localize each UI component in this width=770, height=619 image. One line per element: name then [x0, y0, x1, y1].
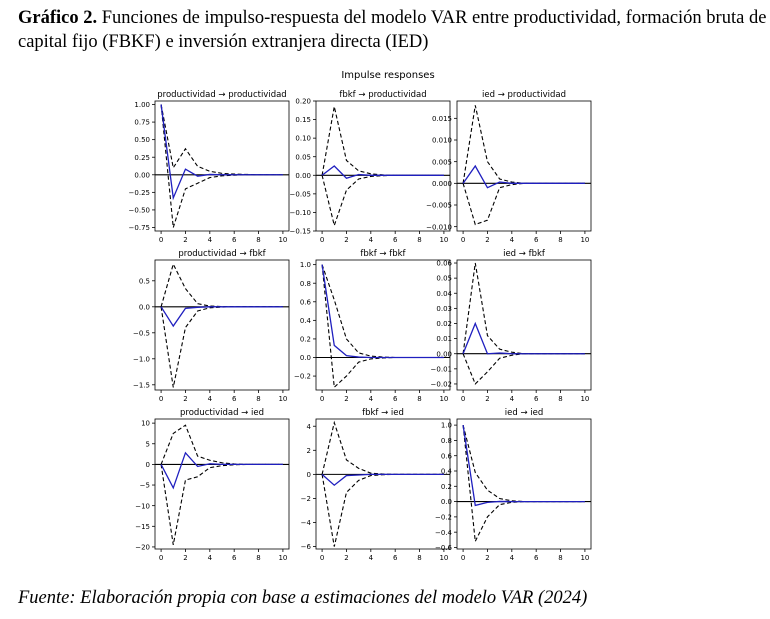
y-tick-label: 0.010 — [431, 136, 452, 145]
x-tick-label: 8 — [256, 395, 261, 403]
panel-frame — [316, 101, 450, 231]
lower-confidence-band — [161, 464, 283, 544]
panel-title: productividad → fbkf — [178, 249, 266, 259]
y-tick-label: −0.2 — [294, 372, 311, 381]
y-tick-label: −6 — [300, 543, 311, 552]
y-tick-label: 0.10 — [295, 134, 311, 143]
y-tick-label: 1.0 — [440, 421, 452, 430]
y-tick-label: 0.20 — [295, 97, 311, 106]
panel-frame — [457, 101, 591, 231]
panel-frame — [155, 101, 289, 231]
x-tick-label: 2 — [183, 236, 188, 244]
x-tick-label: 4 — [509, 236, 515, 244]
x-tick-label: 10 — [580, 236, 590, 244]
x-tick-label: 2 — [485, 395, 490, 403]
x-tick-label: 4 — [509, 554, 515, 562]
y-tick-label: −0.6 — [435, 544, 452, 553]
caption-text: Funciones de impulso-respuesta del modelo VAR entre productividad, formación bruta de capital fijo (FBKF) e inversión extranjera directa (IED) — [18, 8, 767, 52]
y-tick-label: 0.8 — [440, 437, 452, 446]
y-tick-label: 0 — [306, 470, 311, 479]
y-tick-label: −15 — [135, 522, 150, 531]
upper-confidence-band — [161, 425, 283, 464]
panel-frame — [155, 260, 289, 390]
x-tick-label: 8 — [558, 236, 563, 244]
x-tick-label: 2 — [183, 554, 188, 562]
x-tick-label: 6 — [231, 395, 237, 403]
x-tick-label: 8 — [417, 554, 422, 562]
x-tick-label: 2 — [183, 395, 188, 403]
x-tick-label: 6 — [231, 554, 237, 562]
panel-title: ied → fbkf — [503, 249, 545, 259]
panel-title: fbkf → productividad — [339, 90, 427, 100]
y-tick-label: 0.6 — [299, 298, 311, 307]
irf-panel — [133, 249, 289, 403]
panel-frame — [457, 260, 591, 390]
chart-title: Impulse responses — [341, 70, 435, 81]
y-tick-label: 0.005 — [431, 158, 452, 167]
y-tick-label: −4 — [300, 519, 311, 528]
y-tick-label: 0.6 — [440, 452, 452, 461]
x-tick-label: 8 — [256, 554, 261, 562]
irf-panel — [135, 408, 289, 562]
x-tick-label: 2 — [344, 395, 349, 403]
lower-confidence-band — [322, 265, 444, 388]
impulse-response-line — [322, 166, 444, 178]
y-tick-label: 0.8 — [299, 279, 311, 288]
y-tick-label: −20 — [135, 543, 150, 552]
impulse-response-line — [161, 453, 283, 488]
upper-confidence-band — [463, 425, 585, 501]
y-tick-label: 0.00 — [134, 171, 150, 180]
x-tick-label: 0 — [158, 236, 164, 244]
panel-title: productividad → ied — [180, 408, 264, 418]
x-tick-label: 0 — [460, 236, 466, 244]
upper-confidence-band — [322, 265, 444, 358]
y-tick-label: 10 — [141, 419, 150, 428]
y-tick-label: 0.02 — [436, 320, 452, 329]
x-tick-label: 10 — [580, 554, 590, 562]
y-tick-label: −0.01 — [430, 365, 452, 374]
figure-caption — [18, 6, 768, 54]
y-tick-label: 5 — [145, 440, 150, 449]
x-tick-label: 10 — [278, 236, 288, 244]
x-tick-label: 4 — [368, 395, 374, 403]
upper-confidence-band — [322, 423, 444, 475]
irf-panel — [435, 408, 591, 562]
x-tick-label: 8 — [417, 395, 422, 403]
y-tick-label: 0.05 — [295, 153, 311, 162]
y-tick-label: −1.5 — [133, 381, 150, 390]
source-note: Fuente: Elaboración propia con base a estimaciones del modelo VAR (2024) — [18, 588, 588, 608]
x-tick-label: 2 — [485, 554, 490, 562]
impulse-response-line — [463, 323, 585, 353]
irf-panel — [431, 249, 591, 403]
irf-panel — [426, 90, 591, 244]
y-tick-label: 0.000 — [431, 179, 452, 188]
x-tick-label: 0 — [158, 395, 164, 403]
x-tick-label: 6 — [392, 236, 398, 244]
x-tick-label: 10 — [439, 395, 449, 403]
y-tick-label: 0.04 — [436, 289, 452, 298]
impulse-response-line — [161, 105, 283, 198]
y-tick-label: −0.15 — [289, 227, 311, 236]
x-tick-label: 0 — [319, 395, 325, 403]
y-tick-label: −0.05 — [289, 190, 311, 199]
y-tick-label: 0.5 — [138, 277, 150, 286]
impulse-response-line — [463, 166, 585, 188]
x-tick-label: 6 — [392, 395, 398, 403]
lower-confidence-band — [322, 175, 444, 225]
x-tick-label: 6 — [533, 554, 539, 562]
y-tick-label: −0.4 — [435, 528, 452, 537]
lower-confidence-band — [161, 105, 283, 228]
x-tick-label: 6 — [392, 554, 398, 562]
x-tick-label: 0 — [158, 554, 164, 562]
y-tick-label: 0.2 — [299, 335, 311, 344]
x-tick-label: 2 — [344, 236, 349, 244]
y-tick-label: 0.05 — [436, 274, 452, 283]
x-tick-label: 2 — [344, 554, 349, 562]
x-tick-label: 8 — [256, 236, 261, 244]
y-tick-label: −0.010 — [426, 223, 452, 232]
lower-confidence-band — [322, 474, 444, 546]
impulse-response-line — [161, 307, 283, 326]
y-tick-label: 0.4 — [299, 316, 311, 325]
x-tick-label: 8 — [417, 236, 422, 244]
y-tick-label: 0.15 — [295, 116, 311, 125]
y-tick-label: 0 — [145, 460, 150, 469]
lower-confidence-band — [463, 354, 585, 384]
y-tick-label: −0.2 — [435, 513, 452, 522]
x-tick-label: 6 — [533, 395, 539, 403]
x-tick-label: 2 — [485, 236, 490, 244]
irf-panel — [129, 90, 289, 244]
panel-title: fbkf → fbkf — [360, 249, 406, 259]
panel-title: ied → productividad — [482, 90, 566, 100]
y-tick-label: −0.50 — [128, 206, 150, 215]
y-tick-label: 0.015 — [431, 114, 452, 123]
x-tick-label: 10 — [278, 554, 288, 562]
upper-confidence-band — [161, 264, 283, 307]
y-tick-label: 0.01 — [436, 335, 452, 344]
impulse-response-line — [322, 265, 444, 358]
impulse-response-grid — [120, 64, 640, 564]
x-tick-label: 0 — [319, 554, 325, 562]
y-tick-label: 0.0 — [440, 498, 452, 507]
y-tick-label: 0.2 — [440, 482, 452, 491]
upper-confidence-band — [161, 105, 283, 175]
y-tick-label: 2 — [306, 446, 311, 455]
x-tick-label: 4 — [207, 236, 213, 244]
upper-confidence-band — [463, 105, 585, 183]
y-tick-label: 0.4 — [440, 467, 452, 476]
x-tick-label: 4 — [207, 554, 213, 562]
y-tick-label: 0.06 — [436, 259, 452, 268]
x-tick-label: 10 — [439, 236, 449, 244]
y-tick-label: 1.0 — [299, 261, 311, 270]
y-tick-label: 0.03 — [436, 304, 452, 313]
x-tick-label: 0 — [460, 395, 466, 403]
y-tick-label: −1.0 — [133, 355, 150, 364]
y-tick-label: −0.005 — [426, 201, 452, 210]
y-tick-label: 0.00 — [295, 171, 311, 180]
y-tick-label: 0.50 — [134, 136, 150, 145]
panel-title: fbkf → ied — [362, 408, 404, 418]
irf-panel — [294, 249, 450, 403]
x-tick-label: 10 — [580, 395, 590, 403]
lower-confidence-band — [463, 183, 585, 224]
y-tick-label: 4 — [306, 422, 311, 431]
panel-title: ied → ied — [504, 408, 544, 418]
x-tick-label: 0 — [460, 554, 466, 562]
x-tick-label: 0 — [319, 236, 325, 244]
x-tick-label: 4 — [207, 395, 213, 403]
y-tick-label: 1.00 — [134, 101, 150, 110]
irf-figure — [120, 64, 640, 569]
x-tick-label: 6 — [231, 236, 237, 244]
y-tick-label: 0.75 — [134, 118, 150, 127]
y-tick-label: −2 — [300, 495, 311, 504]
irf-panel — [301, 408, 450, 562]
panel-title: productividad → productividad — [157, 90, 287, 100]
y-tick-label: −0.02 — [430, 380, 452, 389]
x-tick-label: 6 — [533, 236, 539, 244]
lower-confidence-band — [463, 425, 585, 541]
y-tick-label: −5 — [139, 481, 150, 490]
caption-label: Gráfico 2. — [18, 8, 98, 28]
lower-confidence-band — [161, 307, 283, 388]
x-tick-label: 4 — [368, 554, 374, 562]
x-tick-label: 10 — [439, 554, 449, 562]
y-tick-label: 0.0 — [299, 354, 311, 363]
x-tick-label: 10 — [278, 395, 288, 403]
y-tick-label: −0.5 — [133, 329, 150, 338]
y-tick-label: 0.00 — [436, 350, 452, 359]
x-tick-label: 4 — [368, 236, 374, 244]
impulse-response-line — [463, 425, 585, 505]
x-tick-label: 8 — [558, 395, 563, 403]
irf-panel — [290, 90, 450, 244]
y-tick-label: 0.0 — [138, 303, 150, 312]
y-tick-label: −10 — [135, 502, 150, 511]
y-tick-label: −0.75 — [128, 224, 150, 233]
impulse-response-line — [322, 474, 444, 485]
y-tick-label: 0.25 — [134, 153, 150, 162]
x-tick-label: 8 — [558, 554, 563, 562]
upper-confidence-band — [322, 107, 444, 176]
x-tick-label: 4 — [509, 395, 515, 403]
y-tick-label: −0.25 — [128, 188, 150, 197]
y-tick-label: −0.10 — [289, 209, 311, 218]
panel-frame — [457, 419, 591, 549]
